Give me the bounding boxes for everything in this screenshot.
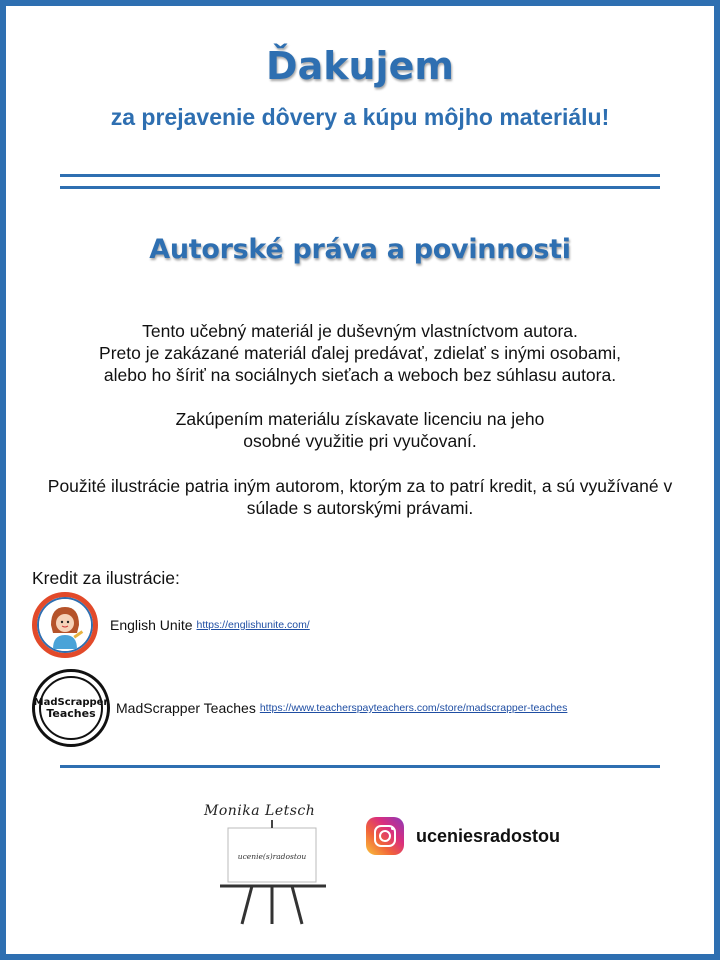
text-line: súlade s autorskými právami.: [246, 498, 474, 518]
signature: Monika Letsch: [204, 803, 316, 819]
english-unite-link[interactable]: https://englishunite.com/: [196, 619, 310, 631]
madscrapper-logo-text: MadScrapper: [33, 696, 109, 708]
credits-label: Kredit za ilustrácie:: [32, 568, 180, 588]
credit-madscrapper: [32, 669, 567, 747]
girl-illustration-icon: [37, 597, 93, 653]
text-line: alebo ho šíriť na sociálnych sieťach a weboch bez súhlasu autora.: [103, 365, 617, 385]
madscrapper-logo-icon: [32, 669, 110, 747]
paragraph-ownership: [26, 320, 694, 386]
text-line: Zakúpením materiálu získavate licenciu na jeho: [175, 409, 545, 429]
madscrapper-link[interactable]: https://www.teacherspayteachers.com/store/madscrapper-teaches: [259, 702, 568, 714]
text-line: osobné využitie pri vyučovaní.: [243, 431, 477, 451]
divider-top-1: [60, 174, 660, 177]
page-title: Ďakujem: [266, 44, 454, 88]
paragraph-license: [26, 408, 694, 452]
credit-name: MadScrapper Teaches: [116, 700, 256, 716]
page-subtitle: za prejavenie dôvery a kúpu môjho materiálu!: [110, 104, 610, 130]
credit-english-unite: [32, 592, 310, 658]
english-unite-logo-icon: [32, 592, 98, 658]
instagram-icon[interactable]: [366, 817, 404, 855]
section-title: Autorské práva a povinnosti: [149, 234, 571, 265]
credit-name: English Unite: [110, 617, 193, 633]
divider-bottom: [60, 765, 660, 768]
madscrapper-logo-inner: [33, 676, 109, 740]
easel-icon: [218, 818, 328, 930]
divider-top-2: [60, 186, 660, 189]
instagram-block[interactable]: [366, 817, 560, 855]
paragraph-illustrations: [26, 475, 694, 519]
madscrapper-logo-text: Teaches: [46, 706, 96, 720]
easel-text: ucenie(s)radostou: [237, 852, 307, 861]
text-line: Preto je zakázané materiál ďalej predávať, zdielať s inými osobami,: [99, 343, 621, 363]
text-line: Tento učebný materiál je duševným vlastníctvom autora.: [142, 321, 578, 341]
instagram-handle[interactable]: uceniesradostou: [416, 825, 561, 846]
text-line: Použité ilustrácie patria iným autorom, ktorým za to patrí kredit, a sú využívané v: [47, 476, 673, 496]
